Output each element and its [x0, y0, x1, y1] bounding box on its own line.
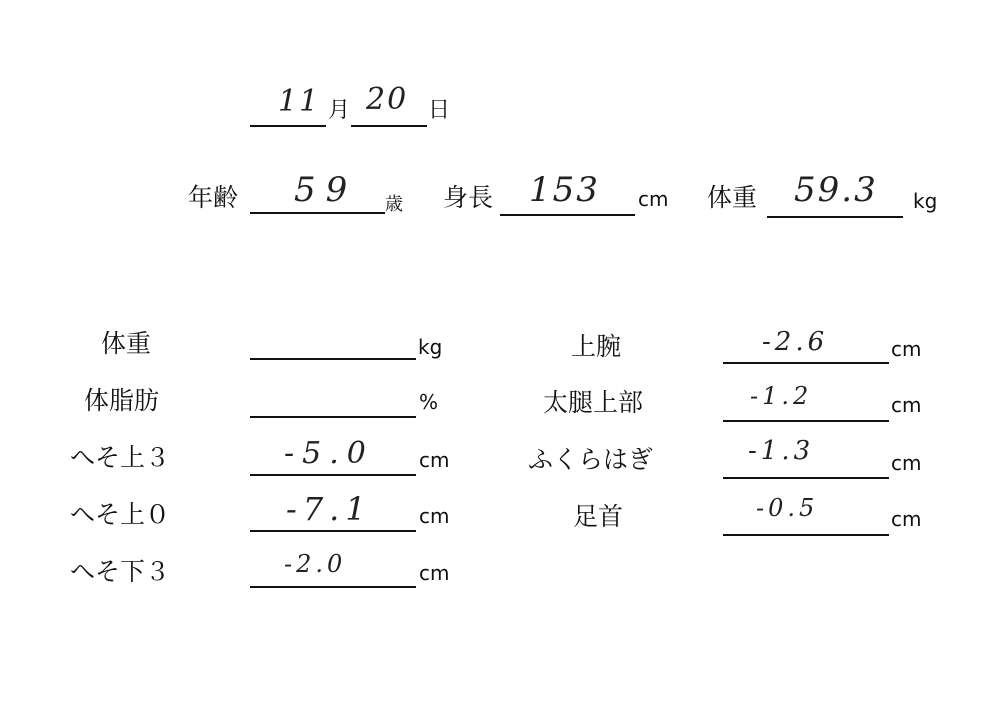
- height-unit: cm: [638, 187, 669, 211]
- right-value-ankle: -0.5: [756, 494, 819, 522]
- age-value: 59: [294, 170, 358, 210]
- day-label: 日: [428, 98, 451, 123]
- right-value-upper-arm: -2.6: [762, 327, 829, 357]
- left-value-navel-up3: -5.0: [284, 436, 374, 471]
- age-label: 年齢: [188, 183, 239, 212]
- right-line-ankle: [723, 534, 889, 536]
- right-unit-ankle: cm: [891, 507, 922, 531]
- day-value: 20: [366, 82, 409, 117]
- left-unit-navel-0: cm: [419, 504, 450, 528]
- left-line-body-fat: [250, 416, 416, 418]
- right-line-calf: [723, 477, 889, 479]
- left-label-navel-0: へそ上０: [70, 500, 171, 529]
- left-unit-navel-up3: cm: [419, 448, 450, 472]
- right-label-upper-arm: 上腕: [571, 332, 622, 361]
- right-unit-upper-arm: cm: [891, 337, 922, 361]
- weight-value: 59.3: [794, 170, 878, 210]
- left-label-body-fat: 体脂肪: [84, 386, 160, 415]
- right-label-ankle: 足首: [573, 502, 624, 531]
- left-unit-body-fat: %: [419, 390, 439, 414]
- month-value: 11: [278, 84, 321, 119]
- right-line-upper-thigh: [723, 420, 889, 422]
- right-line-upper-arm: [723, 362, 889, 364]
- right-label-upper-thigh: 太腿上部: [543, 388, 644, 417]
- weight-label: 体重: [707, 183, 758, 212]
- age-unit: 歳: [385, 194, 403, 215]
- right-label-calf: ふくらはぎ: [528, 445, 654, 474]
- left-label-navel-up3: へそ上３: [70, 443, 171, 472]
- left-line-navel-0: [250, 530, 416, 532]
- left-unit-navel-down3: cm: [419, 561, 450, 585]
- left-unit-weight: kg: [418, 335, 443, 359]
- month-label: 月: [328, 98, 351, 123]
- month-line: [250, 125, 326, 127]
- left-label-navel-down3: へそ下３: [70, 557, 171, 586]
- height-label: 身長: [443, 183, 494, 212]
- right-unit-calf: cm: [891, 451, 922, 475]
- height-line: [500, 214, 635, 216]
- left-label-weight: 体重: [101, 329, 152, 358]
- right-unit-upper-thigh: cm: [891, 393, 922, 417]
- weight-line: [767, 216, 903, 218]
- left-value-navel-down3: -2.0: [284, 550, 347, 578]
- day-line: [351, 125, 427, 127]
- left-value-navel-0: -7.1: [286, 490, 372, 528]
- age-line: [250, 212, 385, 214]
- right-value-calf: -1.3: [748, 436, 815, 466]
- left-line-navel-down3: [250, 586, 416, 588]
- height-value: 153: [529, 170, 600, 210]
- right-value-upper-thigh: -1.2: [750, 382, 813, 410]
- left-line-navel-up3: [250, 474, 416, 476]
- weight-unit: kg: [913, 189, 938, 213]
- left-line-weight: [250, 358, 416, 360]
